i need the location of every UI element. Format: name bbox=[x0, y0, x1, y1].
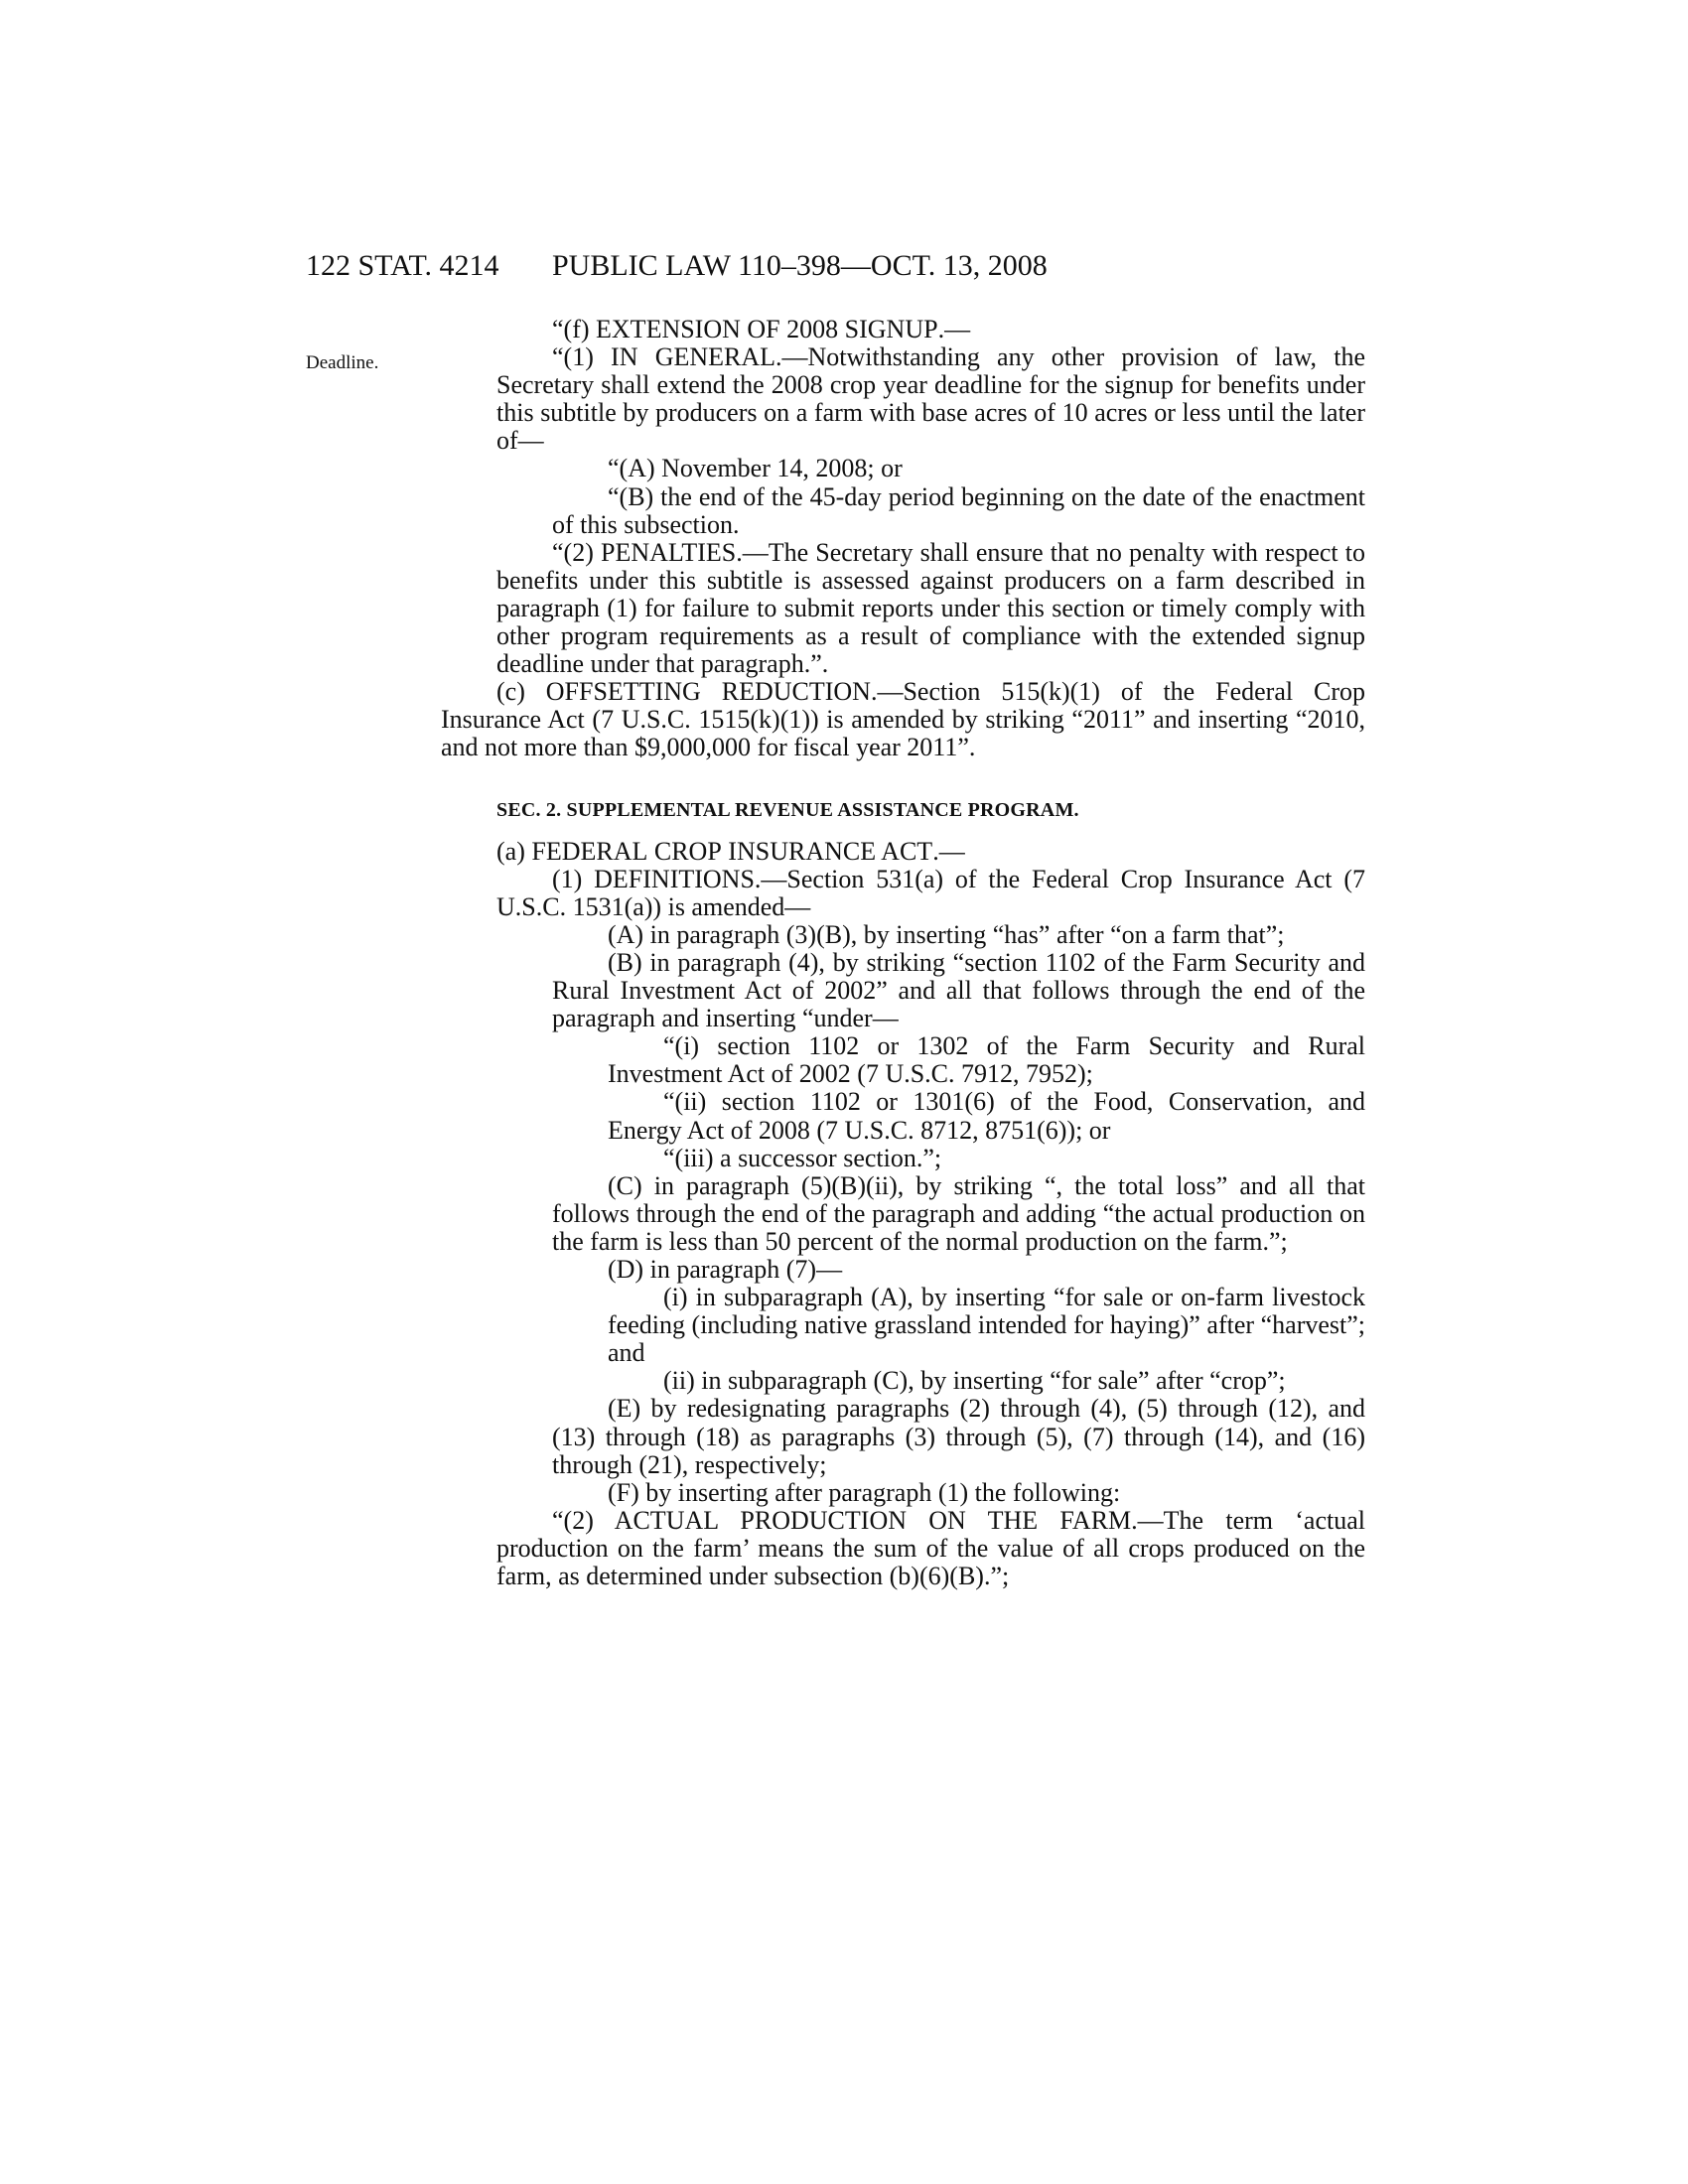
clause-A: (A) in paragraph (3)(B), by inserting “has” after “on a farm that”; bbox=[608, 919, 1285, 949]
section-2-heading: SEC. 2. SUPPLEMENTAL REVENUE ASSISTANCE PROGRAM. bbox=[496, 798, 1079, 821]
clause-D: (D) in paragraph (7)— bbox=[608, 1255, 843, 1284]
public-law-title: PUBLIC LAW 110–398—OCT. 13, 2008 bbox=[552, 249, 1048, 282]
inserted-paragraph-2-actual-production: “(2) ACTUAL PRODUCTION ON THE FARM.—The term ‘actual production on the farm’ means the sum of the value of all crops produced on the farm, as determined under subsection (b)(6)(B).”; bbox=[496, 1505, 1365, 1591]
statute-text bbox=[441, 315, 1366, 1591]
statute-page-number: 122 STAT. 4214 bbox=[306, 249, 499, 282]
paragraph-1-in-general: “(1) IN GENERAL.—Notwithstanding any other provision of law, the Secretary shall extend the 2008 crop year deadline for the signup for benefits under this subtitle by producers on a farm with base acres of 10 acres or less until the later of— bbox=[496, 342, 1365, 456]
clause-B-ii: “(ii) section 1102 or 1301(6) of the Food, Conservation, and Energy Act of 2008 (7 U.S.C. 8712, 8751(6)); or bbox=[608, 1087, 1365, 1145]
subsection-a-heading: (a) FEDERAL CROP INSURANCE ACT.— bbox=[496, 836, 965, 866]
margin-note-deadline: Deadline. bbox=[306, 352, 379, 373]
clause-D-i: (i) in subparagraph (A), by inserting “for sale or on-farm livestock feeding (including native grassland intended for haying)” after “harvest”; and bbox=[608, 1283, 1365, 1368]
subsection-f-heading: “(f) EXTENSION OF 2008 SIGNUP.— bbox=[552, 315, 971, 343]
subsection-c-offsetting-reduction: (c) OFFSETTING REDUCTION.—Section 515(k)(1) of the Federal Crop Insurance Act (7 U.S.C. 1515(k)(1)) is amended by striking “2011” and inserting “2010, and not more than $9,000,000 for fiscal year 2011”. bbox=[441, 677, 1365, 762]
paragraph-1-definitions: (1) DEFINITIONS.—Section 531(a) of the Federal Crop Insurance Act (7 U.S.C. 1531(a)) is amended— bbox=[496, 864, 1366, 921]
clause-E: (E) by redesignating paragraphs (2) through (4), (5) through (12), and (13) through (18) as paragraphs (3) through (5), (7) through (14), and (16) through (21), respectively; bbox=[552, 1394, 1365, 1479]
clause-B-iii: “(iii) a successor section.”; bbox=[663, 1143, 942, 1172]
clause-B: (B) in paragraph (4), by striking “section 1102 of the Farm Security and Rural Investment Act of 2002” and all that follows through the end of the paragraph and inserting “under— bbox=[552, 947, 1365, 1033]
paragraph-2-penalties: “(2) PENALTIES.—The Secretary shall ensure that no penalty with respect to benefits under this subtitle is assessed against producers on a farm described in paragraph (1) for failure to submit reports under this section or timely comply with other program requirements as a result of compliance with the extended signup deadline under that paragraph.”. bbox=[496, 537, 1365, 679]
subparagraph-B: “(B) the end of the 45-day period beginning on the date of the enactment of this subsection. bbox=[552, 481, 1365, 539]
subparagraph-A: “(A) November 14, 2008; or bbox=[608, 454, 903, 483]
clause-C: (C) in paragraph (5)(B)(ii), by striking “, the total loss” and all that follows through the end of the paragraph and adding “the actual production on the farm is less than 50 percent of the normal production on the farm.”; bbox=[552, 1170, 1365, 1256]
running-header bbox=[306, 246, 1378, 286]
clause-F: (F) by inserting after paragraph (1) the following: bbox=[608, 1477, 1121, 1507]
clause-B-i: “(i) section 1102 or 1302 of the Farm Security and Rural Investment Act of 2002 (7 U.S.C. 7912, 7952); bbox=[608, 1031, 1365, 1089]
clause-D-ii: (ii) in subparagraph (C), by inserting “for sale” after “crop”; bbox=[663, 1366, 1286, 1396]
